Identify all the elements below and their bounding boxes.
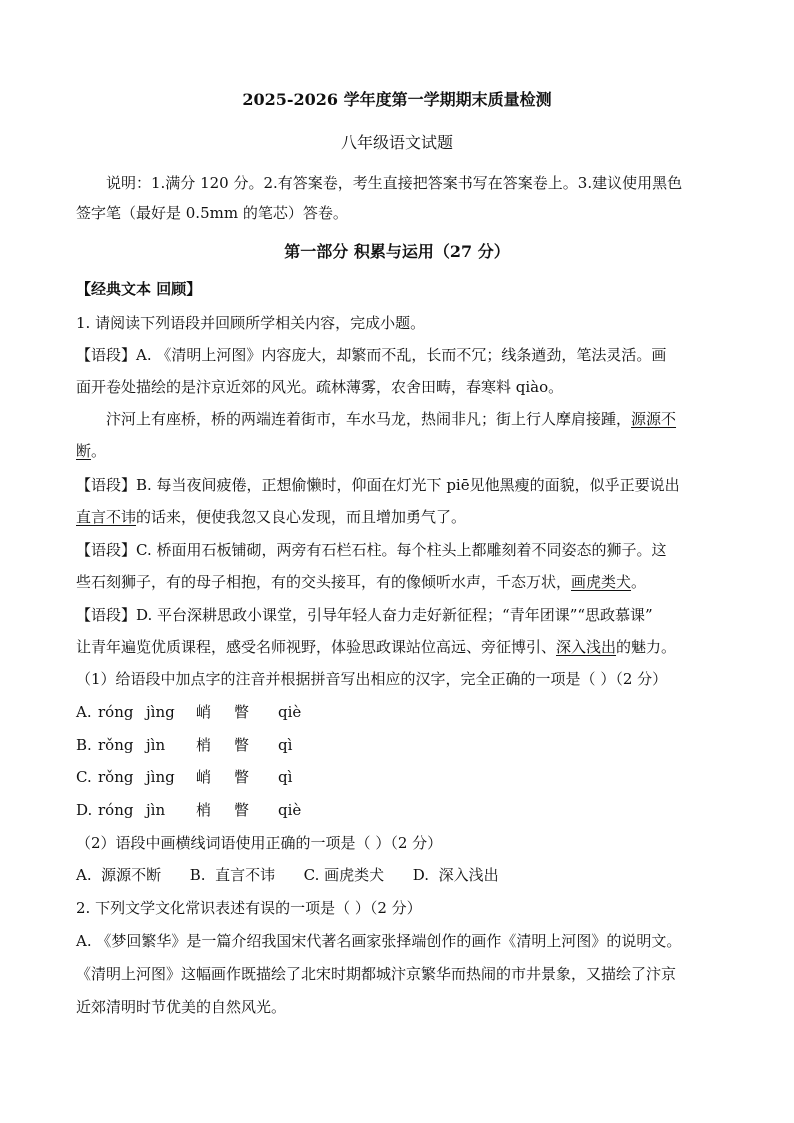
instructions-line-1: 说明：1.满分 120 分。2.有答案卷，考生直接把答案书写在答案卷上。3.建议使用黑色 bbox=[106, 174, 683, 192]
option-pinyin-3: qì bbox=[278, 736, 293, 754]
option-label: B. bbox=[76, 736, 92, 754]
underlined-term-yuanyuan: 源源不 bbox=[631, 410, 677, 428]
q1-sub1-option-a[interactable] bbox=[76, 702, 301, 722]
q1-passage-b-line-2 bbox=[76, 507, 466, 527]
option-pinyin-2: jìn bbox=[146, 736, 166, 754]
q1-passage-c-line-2-text: 些石刻狮子，有的母子相抱，有的交头接耳，有的像倾听水声，千态万状， bbox=[76, 573, 572, 591]
q1-passage-c-line-2-end: 。 bbox=[631, 573, 647, 591]
q1-passage-a-line-2: 面开卷处描绘的是汴京近郊的风光。疏林薄雾，农舍田畴，春寒料 qiào。 bbox=[76, 378, 564, 396]
q1-passage-d-line-2-text: 让青年遍览优质课程，感受名师视野，体验思政课站位高远、旁征博引、 bbox=[76, 638, 557, 656]
underlined-term-zhiyan: 直言不讳 bbox=[76, 508, 137, 526]
exam-title: 2025-2026 学年度第一学期期末质量检测 bbox=[242, 90, 552, 109]
option-pinyin-1: rǒng bbox=[98, 768, 134, 786]
q1-passage-a-line-3 bbox=[106, 409, 676, 429]
underlined-term-huahu: 画虎类犬 bbox=[571, 573, 632, 591]
option-pinyin-1: róng bbox=[98, 801, 134, 819]
option-pinyin-3: qiè bbox=[278, 801, 302, 819]
q1-sub1-option-c[interactable] bbox=[76, 767, 292, 787]
q2-option-a-line-3: 近郊清明时节优美的自然风光。 bbox=[76, 998, 287, 1016]
q1-passage-d-line-2-end: 的魅力。 bbox=[616, 638, 677, 656]
option-pinyin-3: qì bbox=[278, 768, 293, 786]
option-label: D. bbox=[76, 801, 93, 819]
option-pinyin-2: jìng bbox=[146, 768, 175, 786]
option-char-2: 瞥 bbox=[234, 736, 250, 754]
q1-passage-a-line-4 bbox=[76, 441, 106, 461]
q1-passage-c-line-1: 【语段】C. 桥面用石板铺砌，两旁有石栏石柱。每个柱头上都雕刻着不同姿态的狮子。这 bbox=[76, 541, 667, 559]
option-pinyin-1: rǒng bbox=[98, 736, 134, 754]
option-pinyin-1: róng bbox=[98, 703, 134, 721]
q2-option-a-line-1[interactable]: A. 《梦回繁华》是一篇介绍我国宋代著名画家张择端创作的画作《清明上河图》的说明文。 bbox=[76, 932, 682, 950]
q1-passage-d-line-2 bbox=[76, 637, 676, 657]
underlined-term-duan: 断 bbox=[76, 442, 92, 460]
option-char-2: 瞥 bbox=[234, 703, 250, 721]
option-char-1: 峭 bbox=[196, 703, 212, 721]
q1-sub2-stem: （2）语段中画横线词语使用正确的一项是（ ）（2 分） bbox=[76, 834, 443, 852]
option-char-2: 瞥 bbox=[234, 768, 250, 786]
option-pinyin-2: jìng bbox=[146, 703, 175, 721]
q1-sub2-options[interactable]: A. 源源不断 B. 直言不讳 C. 画虎类犬 D. 深入浅出 bbox=[76, 866, 499, 884]
q1-passage-b-line-2-text: 的话来，便使我忽又良心发现，而且增加勇气了。 bbox=[136, 508, 467, 526]
option-label: A. bbox=[76, 703, 92, 721]
option-char-1: 梢 bbox=[196, 736, 212, 754]
option-label: C. bbox=[76, 768, 92, 786]
option-char-2: 瞥 bbox=[234, 801, 250, 819]
q1-passage-d-line-1: 【语段】D. 平台深耕思政小课堂，引导年轻人奋力走好新征程；“青年团课”“思政慕课” bbox=[76, 606, 653, 624]
q2-stem: 2. 下列文学文化常识表述有误的一项是（ ）（2 分） bbox=[76, 899, 422, 917]
q1-passage-c-line-2 bbox=[76, 572, 646, 592]
q1-sub1-option-d[interactable] bbox=[76, 800, 301, 820]
option-char-1: 峭 bbox=[196, 768, 212, 786]
underlined-term-shenru: 深入浅出 bbox=[556, 638, 617, 656]
option-char-1: 梢 bbox=[196, 801, 212, 819]
option-pinyin-3: qiè bbox=[278, 703, 302, 721]
q2-option-a-line-2: 《清明上河图》这幅画作既描绘了北宋时期都城汴京繁华而热闹的市井景象，又描绘了汴京 bbox=[76, 965, 677, 983]
q1-passage-a-line-4-text: 。 bbox=[91, 442, 107, 460]
option-pinyin-2: jìn bbox=[146, 801, 166, 819]
instructions-line-2: 签字笔（最好是 0.5mm 的笔芯）答卷。 bbox=[76, 204, 348, 222]
q1-sub1-stem: （1）给语段中加点字的注音并根据拼音写出相应的汉字，完全正确的一项是（ ）（2 分） bbox=[76, 670, 668, 688]
q1-stem: 1. 请阅读下列语段并回顾所学相关内容，完成小题。 bbox=[76, 314, 426, 332]
q1-passage-a-line-3-text: 汴河上有座桥，桥的两端连着街市，车水马龙，热闹非凡；街上行人摩肩接踵， bbox=[106, 410, 632, 428]
q1-sub1-option-b[interactable] bbox=[76, 735, 292, 755]
q1-passage-b-line-1: 【语段】B. 每当夜间疲倦，正想偷懒时，仰面在灯光下 piē见他黑瘦的面貌，似乎正要说出 bbox=[76, 476, 680, 494]
part1-heading: 第一部分 积累与运用（27 分） bbox=[284, 242, 510, 261]
part1-subheading: 【经典文本 回顾】 bbox=[76, 280, 202, 298]
exam-subtitle: 八年级语文试题 bbox=[340, 133, 453, 152]
q1-passage-a-line-1: 【语段】A. 《清明上河图》内容庞大，却繁而不乱，长而不冗；线条遒劲，笔法灵活。画 bbox=[76, 346, 667, 364]
